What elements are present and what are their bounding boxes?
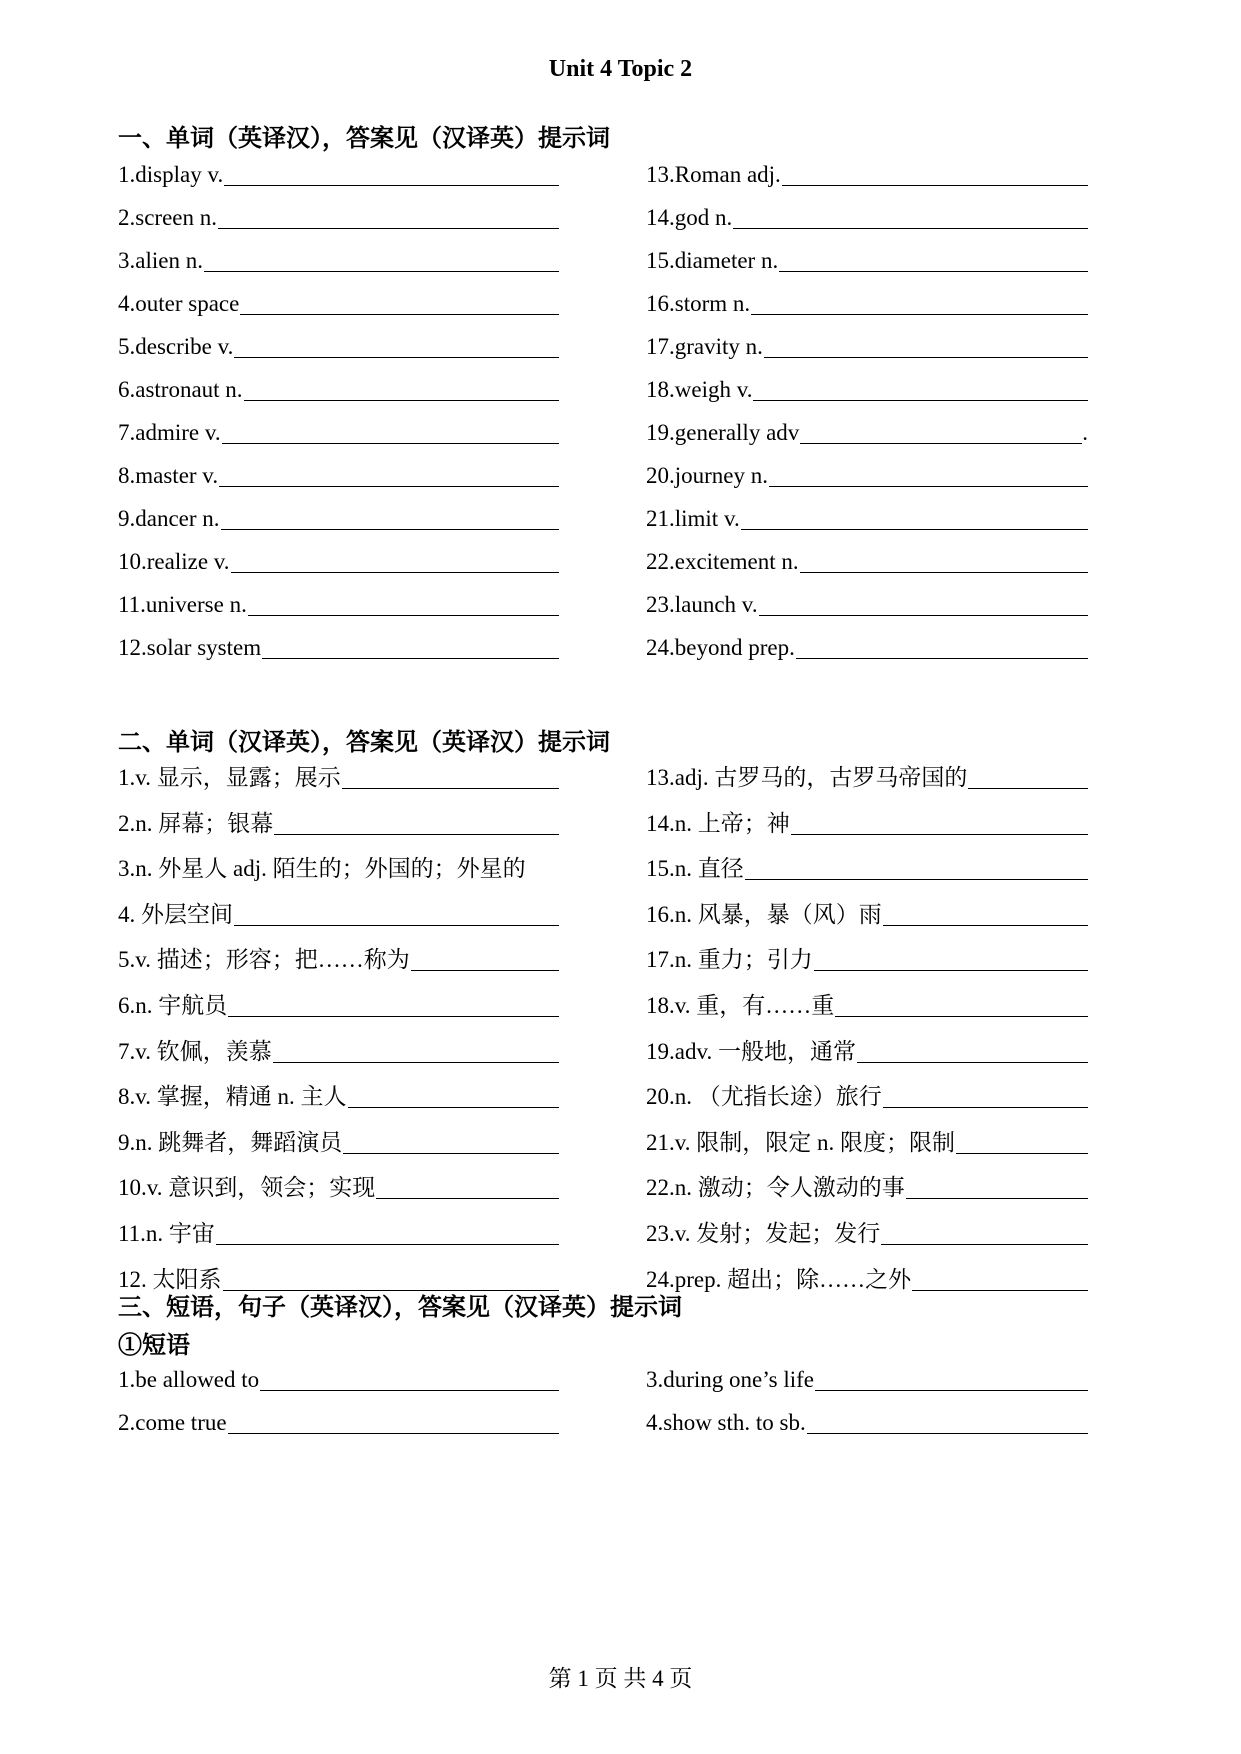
exercise-item xyxy=(118,808,559,840)
exercise-item xyxy=(118,1172,559,1204)
item-prompt: 7.v. 钦佩，羡慕 xyxy=(118,1038,272,1064)
answer-blank[interactable] xyxy=(751,314,1088,315)
item-prompt: 1.display v. xyxy=(118,162,224,187)
item-prompt: 22.n. 激动；令人激动的事 xyxy=(646,1175,905,1201)
exercise-item xyxy=(646,245,1088,277)
answer-blank[interactable] xyxy=(912,1290,1088,1291)
answer-blank[interactable] xyxy=(807,1433,1088,1434)
item-prompt: 19.generally adv xyxy=(646,420,800,445)
exercise-item xyxy=(646,159,1088,191)
answer-blank[interactable] xyxy=(244,400,559,401)
answer-blank[interactable] xyxy=(348,1107,559,1108)
item-prompt: 4.outer space xyxy=(118,291,240,316)
answer-blank[interactable] xyxy=(968,788,1088,789)
item-prompt: 13.adj. 古罗马的，古罗马帝国的 xyxy=(646,765,968,790)
item-prompt: 20.n. （尤指长途）旅行 xyxy=(646,1084,882,1110)
answer-blank[interactable] xyxy=(262,658,559,659)
item-prompt: 10.v. 意识到，领会；实现 xyxy=(118,1175,376,1201)
item-prompt: 23.launch v. xyxy=(646,592,758,617)
exercise-item xyxy=(118,245,559,277)
item-prompt: 9.dancer n. xyxy=(118,506,220,531)
item-prompt: 21.limit v. xyxy=(646,506,740,531)
item-prompt: 20.journey n. xyxy=(646,463,769,488)
section-1-heading: 一、单词（英译汉），答案见（汉译英）提示词 xyxy=(118,126,610,152)
exercise-item xyxy=(118,374,559,406)
exercise-item xyxy=(118,1081,559,1113)
item-prompt: 13.Roman adj. xyxy=(646,162,781,187)
exercise-item xyxy=(646,1407,1088,1439)
section-3-subheading: ①短语 xyxy=(118,1333,190,1359)
answer-blank[interactable] xyxy=(759,615,1088,616)
answer-blank[interactable] xyxy=(956,1153,1088,1154)
item-prompt: 3.alien n. xyxy=(118,248,203,273)
item-prompt: 4. 外层空间 xyxy=(118,901,233,927)
exercise-item xyxy=(118,460,559,492)
item-prompt: 18.v. 重，有……重 xyxy=(646,993,835,1018)
item-prompt: 23.v. 发射；发起；发行 xyxy=(646,1221,881,1246)
exercise-item xyxy=(646,853,1088,885)
item-prompt: 17.gravity n. xyxy=(646,334,763,359)
exercise-item xyxy=(646,331,1088,363)
item-prompt: 11.universe n. xyxy=(118,592,247,617)
answer-blank[interactable] xyxy=(274,834,559,835)
exercise-item xyxy=(118,990,559,1022)
answer-blank[interactable] xyxy=(216,1244,559,1245)
exercise-item xyxy=(646,546,1088,578)
item-prompt: 17.n. 重力；引力 xyxy=(646,947,813,973)
exercise-item xyxy=(646,944,1088,976)
item-prompt: 5.v. 描述；形容；把……称为 xyxy=(118,947,410,973)
answer-blank[interactable] xyxy=(342,788,559,789)
answer-blank[interactable] xyxy=(769,486,1088,487)
answer-blank[interactable] xyxy=(779,271,1088,272)
answer-blank[interactable] xyxy=(231,572,559,573)
answer-blank[interactable] xyxy=(857,1062,1088,1063)
exercise-item xyxy=(118,417,559,449)
item-prompt: 14.god n. xyxy=(646,205,733,230)
answer-blank[interactable] xyxy=(764,357,1088,358)
section-2-heading: 二、单词（汉译英），答案见（英译汉）提示词 xyxy=(118,730,610,756)
exercise-item xyxy=(646,762,1088,794)
answer-blank[interactable] xyxy=(753,400,1088,401)
answer-blank[interactable] xyxy=(835,1016,1088,1017)
exercise-item xyxy=(646,990,1088,1022)
answer-blank[interactable] xyxy=(745,879,1088,880)
exercise-item xyxy=(118,288,559,320)
exercise-item xyxy=(646,1172,1088,1204)
exercise-item xyxy=(646,374,1088,406)
exercise-item xyxy=(646,1127,1088,1159)
item-prompt: 24.prep. 超出；除……之外 xyxy=(646,1266,912,1292)
exercise-item xyxy=(646,417,1088,449)
answer-blank[interactable] xyxy=(224,185,559,186)
item-prompt: 4.show sth. to sb. xyxy=(646,1410,806,1435)
item-tail: . xyxy=(1082,420,1088,445)
answer-blank[interactable] xyxy=(343,1153,559,1154)
exercise-item xyxy=(118,202,559,234)
answer-blank[interactable] xyxy=(814,970,1088,971)
exercise-item xyxy=(118,1036,559,1068)
answer-blank[interactable] xyxy=(796,658,1088,659)
item-prompt: 1.v. 显示，显露；展示 xyxy=(118,765,341,790)
answer-blank[interactable] xyxy=(906,1198,1088,1199)
item-prompt: 2.screen n. xyxy=(118,205,217,230)
answer-blank[interactable] xyxy=(883,925,1088,926)
answer-blank[interactable] xyxy=(411,970,559,971)
item-prompt: 2.n. 屏幕；银幕 xyxy=(118,810,274,836)
item-prompt: 24.beyond prep. xyxy=(646,635,795,660)
answer-blank[interactable] xyxy=(221,529,559,530)
item-prompt: 16.storm n. xyxy=(646,291,751,316)
answer-blank[interactable] xyxy=(883,1107,1088,1108)
answer-blank[interactable] xyxy=(881,1244,1088,1245)
exercise-item xyxy=(118,546,559,578)
exercise-item xyxy=(646,288,1088,320)
exercise-item xyxy=(646,808,1088,840)
answer-blank[interactable] xyxy=(228,1433,559,1434)
answer-blank[interactable] xyxy=(260,1390,559,1391)
answer-blank[interactable] xyxy=(234,925,559,926)
exercise-item xyxy=(118,762,559,794)
item-prompt: 7.admire v. xyxy=(118,420,221,445)
item-prompt: 16.n. 风暴，暴（风）雨 xyxy=(646,901,882,927)
item-prompt: 11.n. 宇宙 xyxy=(118,1221,215,1246)
exercise-item xyxy=(118,899,559,931)
section-3-heading: 三、短语，句子（英译汉），答案见（汉译英）提示词 xyxy=(118,1295,682,1321)
item-prompt: 22.excitement n. xyxy=(646,549,799,574)
exercise-item xyxy=(118,589,559,621)
exercise-item xyxy=(118,331,559,363)
answer-blank[interactable] xyxy=(791,834,1088,835)
exercise-item xyxy=(118,1218,559,1250)
exercise-item xyxy=(646,899,1088,931)
item-prompt: 10.realize v. xyxy=(118,549,230,574)
answer-blank[interactable] xyxy=(222,443,559,444)
exercise-item xyxy=(118,1127,559,1159)
item-prompt: 12. 太阳系 xyxy=(118,1266,222,1292)
exercise-item xyxy=(646,589,1088,621)
exercise-item xyxy=(646,1364,1088,1396)
answer-blank[interactable] xyxy=(815,1390,1088,1391)
answer-blank[interactable] xyxy=(782,185,1088,186)
answer-blank[interactable] xyxy=(248,615,559,616)
exercise-item xyxy=(118,159,559,191)
answer-blank[interactable] xyxy=(273,1062,559,1063)
exercise-item xyxy=(646,1264,1088,1296)
item-prompt: 9.n. 跳舞者，舞蹈演员 xyxy=(118,1129,343,1155)
item-prompt: 5.describe v. xyxy=(118,334,234,359)
answer-blank[interactable] xyxy=(218,228,559,229)
answer-blank[interactable] xyxy=(376,1198,559,1199)
item-prompt: 3.during one’s life xyxy=(646,1367,814,1392)
item-prompt: 15.diameter n. xyxy=(646,248,779,273)
item-prompt: 12.solar system xyxy=(118,635,262,660)
exercise-item xyxy=(118,632,559,664)
exercise-item xyxy=(646,1036,1088,1068)
item-prompt: 6.n. 宇航员 xyxy=(118,993,228,1018)
page-title: Unit 4 Topic 2 xyxy=(548,56,693,82)
exercise-item xyxy=(646,460,1088,492)
item-prompt: 8.v. 掌握，精通 n. 主人 xyxy=(118,1084,347,1110)
item-prompt: 3.n. 外星人 adj. 陌生的；外国的；外星的 xyxy=(118,856,526,882)
answer-blank[interactable] xyxy=(234,357,559,358)
exercise-item xyxy=(118,1407,559,1439)
item-prompt: 6.astronaut n. xyxy=(118,377,243,402)
item-prompt: 15.n. 直径 xyxy=(646,856,744,882)
answer-blank[interactable] xyxy=(228,1016,559,1017)
answer-blank[interactable] xyxy=(741,529,1088,530)
item-prompt: 14.n. 上帝；神 xyxy=(646,810,790,836)
answer-blank[interactable] xyxy=(204,271,559,272)
page-footer: 第 1 页 共 4 页 xyxy=(548,1666,693,1691)
exercise-item xyxy=(118,1364,559,1396)
item-prompt: 1.be allowed to xyxy=(118,1367,260,1392)
answer-blank[interactable] xyxy=(800,572,1088,573)
exercise-item xyxy=(646,202,1088,234)
item-prompt: 19.adv. 一般地，通常 xyxy=(646,1038,856,1064)
answer-blank[interactable] xyxy=(240,314,559,315)
item-prompt: 8.master v. xyxy=(118,463,219,488)
exercise-item xyxy=(118,853,559,885)
item-prompt: 18.weigh v. xyxy=(646,377,753,402)
answer-blank[interactable] xyxy=(219,486,559,487)
exercise-item xyxy=(646,503,1088,535)
exercise-item xyxy=(646,1081,1088,1113)
exercise-item xyxy=(646,632,1088,664)
item-prompt: 2.come true xyxy=(118,1410,227,1435)
answer-blank[interactable] xyxy=(733,228,1088,229)
exercise-item xyxy=(118,944,559,976)
answer-blank[interactable] xyxy=(800,443,1082,444)
exercise-item xyxy=(118,503,559,535)
exercise-item xyxy=(646,1218,1088,1250)
item-prompt: 21.v. 限制，限定 n. 限度；限制 xyxy=(646,1129,956,1155)
